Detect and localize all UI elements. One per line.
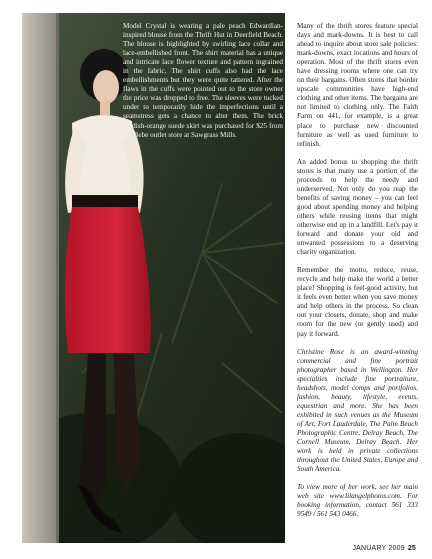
article-paragraph-3: Remember the motto, reduce, reuse, recycle and help make the world a better place! Shopping is feel-good activity, but it feels even better when you save money and help others in the process. So clean out your closets, donate, shop and make room for the new (or gently used) and pay it forward.: [297, 266, 418, 338]
page-number: 25: [407, 545, 416, 552]
author-contact: To view more of her work, see her main web site www.lilangelphotos.com. For booking information, contact 561 333 9549 / 561 543 0466.: [297, 483, 418, 519]
article-paragraph-1: Many of the thrift stores feature special days and mark-downs. It is best to call ahead to inquire about store sale policies: mark-downs, exact locations and hours of operation. Most of the thrift stores even have dressing rooms where one can try on their bargains. Often stores that border upscale communities have high-end clothing and other items. The bargains are not limited to clothing only. The Faith Farm on 441, for example, is a great place to purchase new discounted furniture as well as used furniture to refinish.: [297, 22, 418, 148]
article-paragraph-2: An added bonus to shopping the thrift stores is that many use a portion of the proceeds to help the needy and underserved. Not only do you reap the benefits of saving money – you can feel good about spending money and helping others while reusing items that might otherwise end up in a landfill. Let's pay it forward and donate your old and unwanted possessions to a deserving charity organization.: [297, 157, 418, 257]
issue-date: JANUARY 2009: [352, 545, 405, 552]
article-column: [297, 22, 418, 528]
photo-caption: [123, 22, 283, 140]
author-bio: Christine Rose is an award-winning commercial and fine portrait photographer based in Wellington. Her specialties include fine portraiture, headshots, model comps and portfolios, fashion, beauty, lifestyle, events, equestrian and more. She has been exhibited in such venues as the Museum of Art, Fort Lauderdale, The Palm Beach Photographic Centre, Delray Beach, The Cornell Museum, Delray Beach. Her work is held in private collections throughout the United States, Europe and South America.: [297, 347, 418, 474]
page-footer: [352, 545, 416, 552]
caption-text: Model Crystal is wearing a pale peach Edwardian-inspired blouse from the Thrift Hut in Deerfield Beach. The blouse is highlighted by swirling lace collar and lace-embellished front. The shirt material has a unique and intricate lace flower texture and pattern ingrained in the fabric. The shirt cuffs also had the lace embellishments but they were quite tattered. After the flaws in the cuffs were pointed out to the store owner the price was dropped to free. The sleeves were tucked under to temporarily hide the imperfections until a seamstress gets a chance to alter them. The brick reddish-orange suede skirt was purchased for $25 from the Bebe outlet store at Sawgrass Mills.: [123, 22, 283, 139]
